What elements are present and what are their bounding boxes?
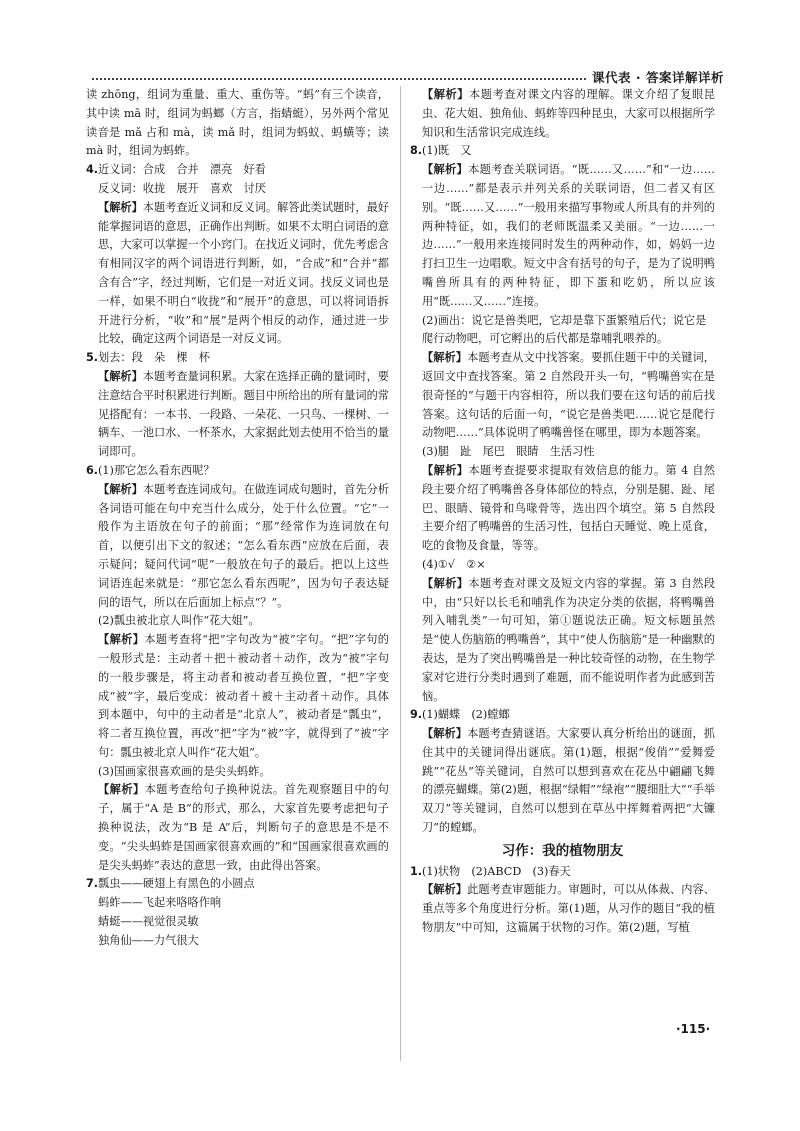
analysis-text: 本题考查关联词语。“既……又……”和“一边……一边……”都是表示并列关系的关联词语，但二者又有区别。“既……又……”一般用来描写事物或人所具有的并列的两种特征，如，我们的老师既温柔又美丽。“一边……一边……”一般用来连接同时发生的两种动作，如，妈妈一边打扫卫生一边唱歌。短文中含有括号的句子，是为了说明鸭嘴兽所具有的两种特征，即下蛋和吃奶，所以应该用“既……又……”连接。 [422,163,715,308]
analysis-paragraph [86,199,389,349]
question-8 [410,142,715,161]
analysis-text: 本题考查近义词和反义词。解答此类试题时，最好能掌握词语的意思，正确作出判断。如果不太明白词语的意思，大家可以掌握一个小窍门。在找近义词时，优先考虑含有相同汉字的两个词语进行判断，如，“合成”和“合并”都含有合”字，经过判断，它们是一对近义词。找反义词也是一样，如果不明白“收拢”和“展开”的意思，可以将词语拆开进行分析，“收”和“展”是两个相反的动作，通过进一步比较，确定这两个词语是一对反义词。 [98,200,389,346]
analysis-paragraph [410,161,715,311]
analysis-text: 此题考查审题能力。审题时，可以从体裁、内容、重点等多个角度进行分析。第(1)题，从习作的题目“我的植物朋友”中可知，这篇属于状物的习作。第(2)题，写植 [422,883,715,935]
answer-line: 蜻蜓——视觉很灵敏 [98,915,199,929]
analysis-paragraph [410,575,715,707]
column-divider [400,86,401,1061]
analysis-paragraph [86,481,389,613]
analysis-paragraph [86,368,389,462]
analysis-text: 本题考查从文中找答案。要抓住题干中的关键词，返回文中查找答案。第 2 自然段开头一句，“鸭嘴兽实在是很奇怪的”与题干内容相符，所以我们要在这句话的前后找答案。这句话的后面一句，“说它是兽类吧……说它是爬行动物吧……”具体说明了鸭嘴兽怪在哪里，即为本题答案。 [422,351,715,440]
answer-line: (2)画出：说它是兽类吧，它却是靠下蛋繁殖后代；说它是爬行动物吧，可它孵出的后代都是靠哺乳喂养的。 [422,313,707,346]
analysis-paragraph [410,86,715,142]
analysis-tag: 【解析】 [98,200,143,214]
answer-line: (3)国画家很喜欢画的是尖头蚂蚱。 [98,764,271,778]
analysis-tag: 【解析】 [422,88,469,101]
analysis-tag: 【解析】 [98,482,143,496]
question-9 [410,706,715,725]
question-4 [86,161,389,199]
answer-line: (1)状物 (2)ABCD (3)春天 [422,864,571,878]
answer-line: 反义词：收拢 展开 喜欢 讨厌 [98,181,266,195]
question-number: 9. [410,708,423,722]
analysis-paragraph [86,781,389,875]
analysis-text: 本题考查对课文内容的理解。课文介绍了复眼昆虫、花大姐、独角仙、蚂蚱等四种昆虫，大家可以根据所学知识和生活常识完成连线。 [422,88,715,139]
answer-line: (4)①√ ②× [422,557,486,571]
question-number: 5. [86,351,99,365]
analysis-tag: 【解析】 [98,783,145,797]
analysis-paragraph [410,462,715,556]
question-number: 6. [86,463,99,477]
answer-line: (1)蝴蝶 (2)螳螂 [422,708,510,722]
analysis-text: 本题考查对课文及短文内容的掌握。第 3 自然段中，由“只好以长毛和哺乳作为决定分类的依据，将鸭嘴兽列入哺乳类”一句可知，第①题说法正确。短文标题虽然是“使人伤脑筋的鸭嘴兽”，其中“使人伤脑筋”是一种幽默的表达，是为了突出鸭嘴兽是一种比较奇怪的动物，在生物学家对它进行分类时遇到了难题，而不能说明作者为此感到苦恼。 [422,576,715,703]
analysis-text: 本题考查提要求提取有效信息的能力。第 4 自然段主要介绍了鸭嘴兽各身体部位的特点，分别是腿、趾、尾巴、眼睛、镜骨和鸟喙骨等，选出四个填空。第 5 自然段主要介绍了鸭嘴兽的生活习性，包括白天睡觉、晚上觅食，吃的食物及食量，等等。 [422,463,715,553]
answer-line: (1)那它怎么看东西呢？ [98,463,215,477]
analysis-tag: 【解析】 [422,163,469,177]
left-intro: 读 zhōng，组词为重量、重大、重伤等。“蚂”有三个读音，其中读 mā 时，组词为蚂螂（方言，指蜻蜓），另外两个常见读音是 mǎ 占和 mà，读 mǎ 时，组词为蚂蚁、蚂蟥等；读 mà 时，组词为蚂蚱。 [86,88,389,158]
answer-line: 划去：段 朵 棵 杯 [98,351,210,365]
analysis-text: 本题考查猜谜语。大家要认真分析给出的谜面，抓住其中的关键词得出谜底。第(1)题，根据“俊俏”“爱舞爱跳”“花丛”等关键词，自然可以想到喜欢在花丛中翩翩飞舞的漂亮蝴蝶。第(2)题，根据“绿帽”“绿袍”“腰细肚大”“手举双刀”等关键词，自然可以想到在草丛中挥舞着两把“大镰刀”的螳螂。 [422,727,715,835]
question-number: 4. [86,163,99,177]
question-number: 1. [410,864,423,878]
question-6 [86,462,389,481]
analysis-text: 本题考查连词成句。在做连词成句题时，首先分析各词语可能在句中充当什么成分，处于什么位置。“它”一般作为主语放在句子的前面；“那”经常作为连词放在句首，以便引出下文的叙述；“怎么看东西”应放在后面，表示疑问；疑问代词“呢”一般放在句子的最后。把以上这些词语连起来就是：“那它怎么看东西呢”，因为句子表达疑问的语气，所以在后面加上标点“？”。 [98,482,389,609]
analysis-tag: 【解析】 [422,351,468,365]
analysis-tag: 【解析】 [422,576,469,590]
answer-line: 近义词：合成 合并 漂亮 好看 [98,163,266,177]
analysis-text: 本题考查给句子换种说法。首先观察题目中的句子，属于“A 是 B”的形式，那么，大家首先要考虑把句子换种说法，改为“B 是 A”后，判断句子的意思是不是不变。“尖头蚂蚱是国画家很喜欢画的”和“国画家很喜欢画的是尖头蚂蚱”表达的意思一致，由此得出答案。 [98,783,389,872]
header-title: 课代表 · 答案详解详析 [592,70,724,85]
question-7 [86,875,389,950]
writing-question-1 [410,863,715,882]
analysis-text: 本题考查将“把”字句改为“被”字句。“把”字句的一般形式是：主动者＋把＋被动者＋动作，改为“被”字句的一般步骤是，将主动者和被动者互换位置，“把”字变成“被”字，最后变成：被动者＋被＋主动者＋动作。具体到本题中，句中的主动者是“北京人”，被动者是“瓢虫”，将二者互换位置，再改“把”字为“被”字，就得到了“被”字句：瓢虫被北京人叫作“花大姐”。 [98,633,389,759]
header-dotted-rule [92,77,586,80]
analysis-text: 本题考查量词积累。大家在选择正确的量词时，要注意结合平时积累进行判断。题目中所给出的所有量词的常见搭配有：一本书、一段路、一朵花、一只鸟、一棵树、一辆车、一池口水、一杯茶水，大家据此划去使用不恰当的量词即可。 [98,369,389,459]
analysis-paragraph [86,631,389,763]
analysis-tag: 【解析】 [98,633,145,647]
page-header [92,66,724,86]
analysis-tag: 【解析】 [98,369,143,383]
analysis-tag: 【解析】 [422,727,468,741]
question-5 [86,349,389,368]
answer-line: 独角仙——力气很大 [98,933,199,947]
left-column [86,86,389,951]
analysis-tag: 【解析】 [422,883,468,897]
answer-line: (3)腿 趾 尾巴 眼睛 生活习性 [422,445,595,459]
analysis-paragraph [410,881,715,937]
analysis-paragraph [410,725,715,838]
page-number: ·115· [676,1022,711,1036]
right-column [410,86,715,938]
analysis-tag: 【解析】 [422,463,469,477]
section-title: 习作：我的植物朋友 [501,842,624,859]
answer-line: (1)既 又 [422,144,472,158]
answer-line: 蚂蚱——飞起来咯咯作响 [98,896,222,910]
analysis-paragraph [410,349,715,443]
question-number: 8. [410,144,423,158]
question-number: 7. [86,877,99,891]
answer-line: (2)瓢虫被北京人叫作“花大姐”。 [98,614,260,628]
answer-line: 瓢虫——硬翅上有黑色的小圆点 [98,877,255,891]
